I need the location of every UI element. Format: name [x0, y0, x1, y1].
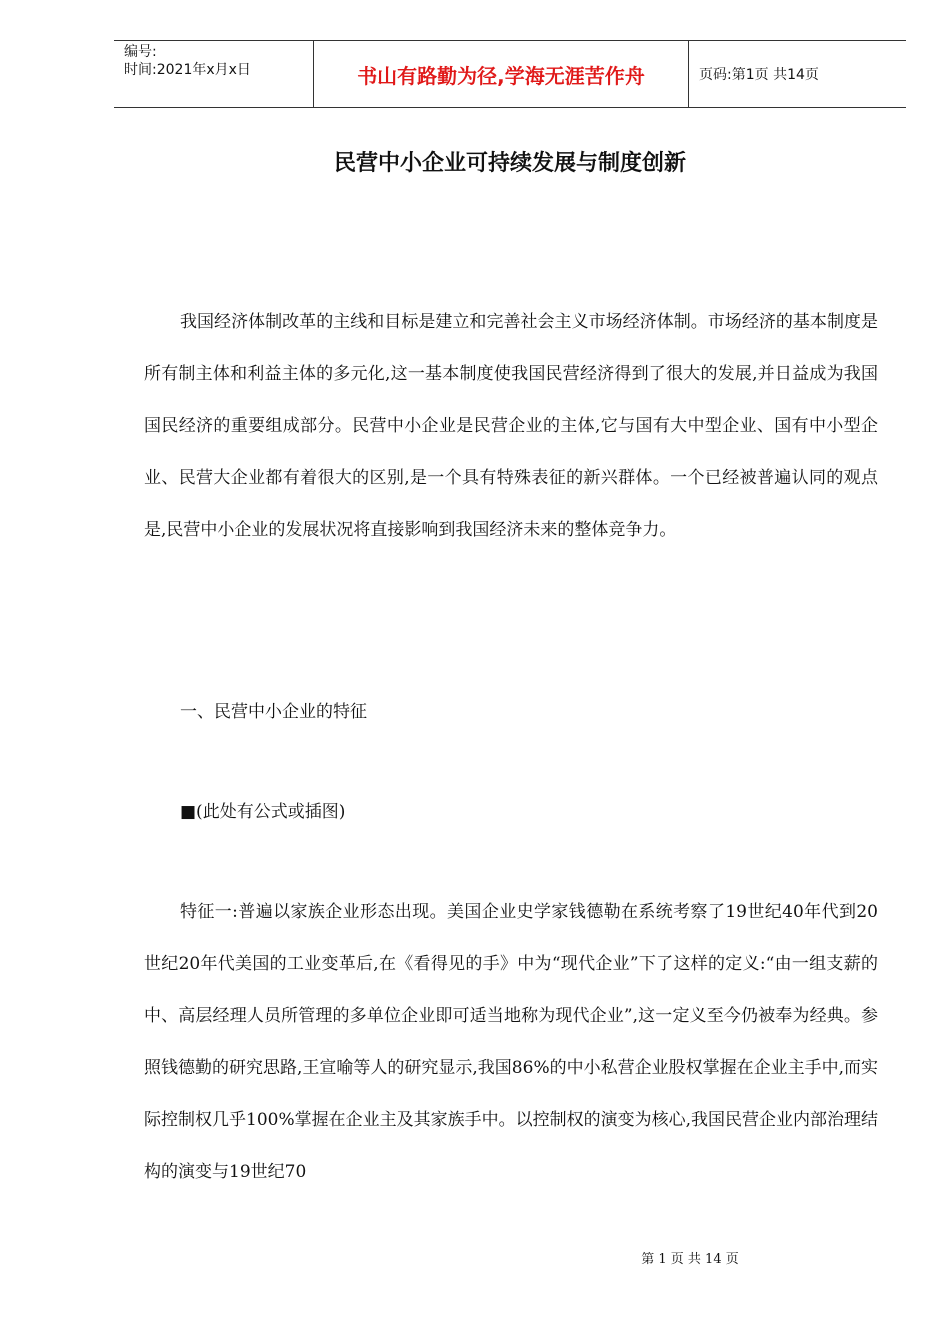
header-table: [114, 40, 906, 108]
feature-paragraph-block: [144, 886, 878, 1198]
figure-placeholder-block: [144, 786, 878, 838]
figure-placeholder: ■(此处有公式或插图): [180, 802, 346, 822]
intro-paragraph: 我国经济体制改革的主线和目标是建立和完善社会主义市场经济体制。市场经济的基本制度是所有制主体和利益主体的多元化,这一基本制度使我国民营经济得到了很大的发展,并日益成为我国国民经济的重要组成部分。民营中小企业是民营企业的主体,它与国有大中型企业、国有中小型企业、民营大企业都有着很大的区别,是一个具有特殊表征的新兴群体。一个已经被普遍认同的观点是,民营中小企业的发展状况将直接影响到我国经济未来的整体竞争力。: [144, 312, 878, 540]
intro-paragraph-block: [144, 296, 878, 556]
serial-label: 编号:: [124, 44, 157, 60]
section-heading: 一、民营中小企业的特征: [180, 702, 367, 722]
header-page-info: 页码:第1页 共14页: [699, 67, 819, 83]
document-title: 民营中小企业可持续发展与制度创新: [333, 151, 686, 176]
time-label: 时间:2021年x月x日: [124, 62, 251, 78]
header-motto: 书山有路勤为径,学海无涯苦作舟: [314, 41, 689, 107]
section-heading-block: [144, 686, 878, 738]
header-meta: [114, 41, 314, 107]
feature-paragraph: 特征一:普遍以家族企业形态出现。美国企业史学家钱德勒在系统考察了19世纪40年代到20世纪20年代美国的工业变革后,在《看得见的手》中为“现代企业”下了这样的定义:“由一组支薪的中、高层经理人员所管理的多单位企业即可适当地称为现代企业”,这一定义至今仍被奉为经典。参照钱德勤的研究思路,王宣喻等人的研究显示,我国86%的中小私营企业股权掌握在企业主手中,而实际控制权几乎100%掌握在企业主及其家族手中。以控制权的演变为核心,我国民营企业内部治理结构的演变与19世纪70: [144, 902, 879, 1182]
page-footer: 第 1 页 共 14 页: [641, 1252, 739, 1267]
